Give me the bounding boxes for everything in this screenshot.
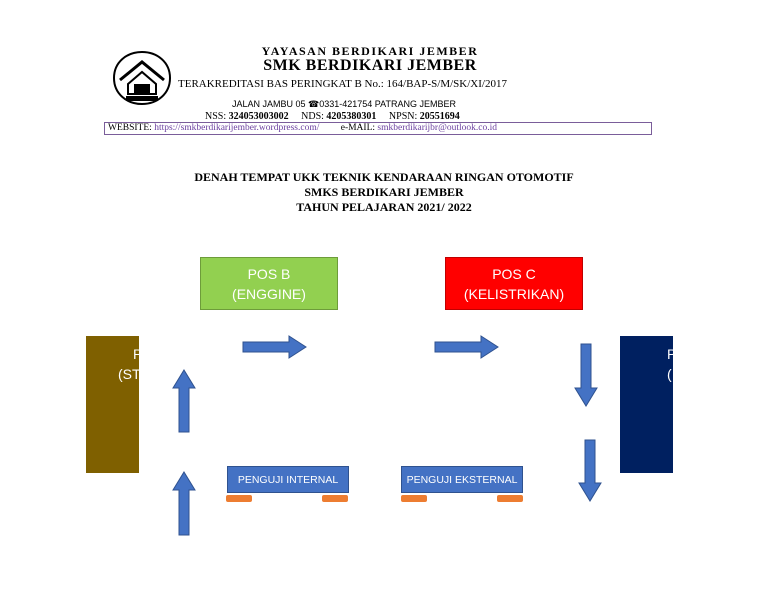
nss-value: 324053003002 (228, 111, 289, 122)
arrow-right-icon (435, 336, 499, 358)
nds-label: NDS: (301, 111, 324, 122)
email-label: e-MAIL: (340, 123, 376, 133)
website-label: WEBSITE: (108, 123, 152, 133)
station-right (620, 336, 677, 473)
foundation-name: YAYASAN BERDIKARI JEMBER (261, 44, 479, 58)
accreditation-text: TERAKREDITASI BAS PERINGKAT B No.: 164/BAP-S/M/SK/XI/2017 (178, 78, 507, 90)
school-identifiers (205, 111, 565, 122)
email-link[interactable]: smkberdikarijbr@outlook.co.id (377, 123, 497, 133)
arrow-up-icon (173, 370, 195, 433)
npsn-value: 20551694 (419, 111, 460, 122)
arrow-up-icon (173, 472, 195, 536)
station-pos-b-desc: (ENGGINE) (232, 286, 306, 302)
npsn-label: NPSN: (388, 111, 418, 122)
examiner-marker (226, 495, 252, 502)
website-link[interactable]: https://smkberdikarijember.wordpress.com/ (154, 123, 320, 133)
station-pos-c-name: POS C (492, 266, 536, 282)
station-pos-c-desc: (KELISTRIKAN) (463, 286, 565, 302)
page-subtitle-year: TAHUN PELAJARAN 2021/ 2022 (296, 200, 472, 214)
page-title: DENAH TEMPAT UKK TEKNIK KENDARAAN RINGAN OTOMOTIF (194, 170, 574, 184)
station-pos-c (445, 257, 583, 310)
station-left (86, 336, 143, 473)
station-right-desc: ( (667, 366, 672, 382)
examiner-internal: PENGUJI INTERNAL (227, 466, 349, 493)
arrow-right-icon (243, 336, 307, 358)
examiner-external: PENGUJI EKSTERNAL (401, 466, 523, 493)
station-pos-b (200, 257, 338, 310)
page-subtitle-school: SMKS BERDIKARI JEMBER (304, 185, 464, 199)
arrow-down-icon (578, 440, 602, 502)
station-right-name: P (667, 346, 677, 362)
school-crest-icon (112, 50, 172, 106)
station-pos-b-name: POS B (247, 266, 291, 282)
station-left-desc: (ST (118, 366, 141, 382)
examiner-marker (497, 495, 523, 502)
examiner-marker (401, 495, 427, 502)
station-left-name: P (133, 346, 143, 362)
nss-label: NSS: (205, 111, 227, 122)
nds-value: 4205380301 (326, 111, 377, 122)
school-name: SMK BERDIKARI JEMBER (263, 57, 477, 74)
school-address: JALAN JAMBU 05 ☎0331-421754 PATRANG JEMBER (232, 99, 456, 109)
arrow-down-icon (574, 344, 598, 407)
examiner-marker (322, 495, 348, 502)
contact-bar (104, 122, 652, 135)
